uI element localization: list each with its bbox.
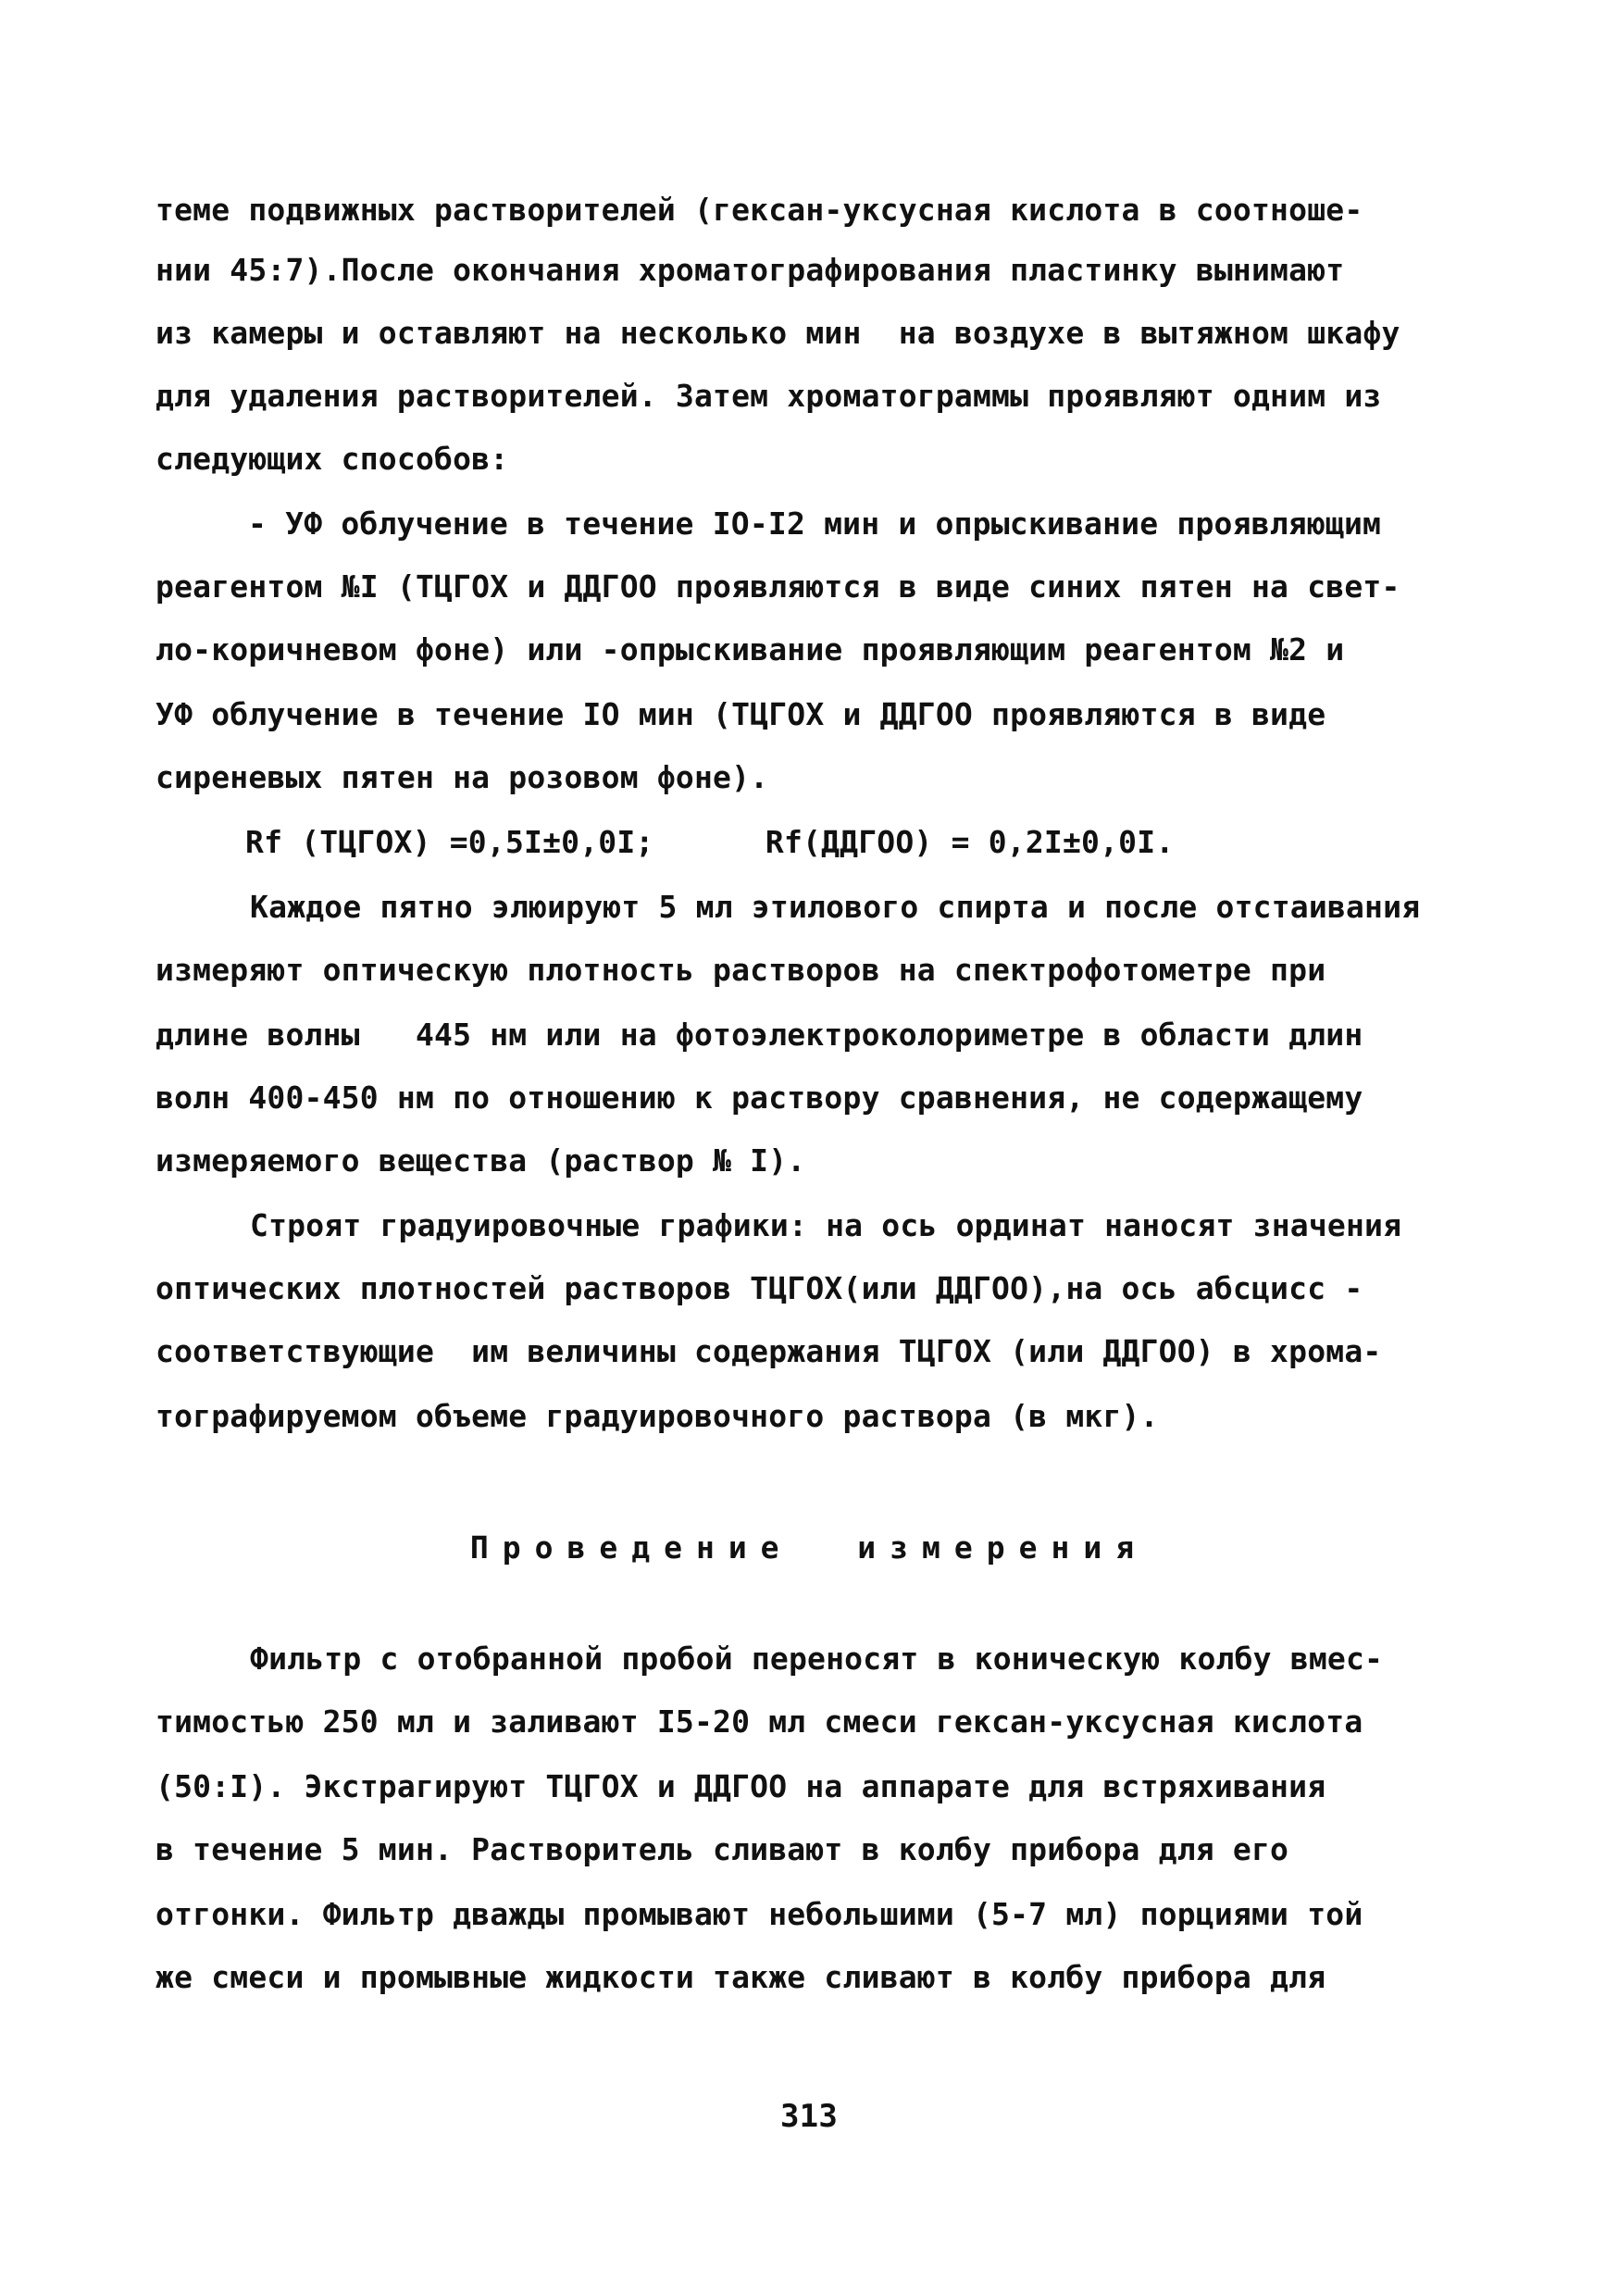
- rf-values-line: Rf (ТЦГОХ) =0,5I±0,0I; Rf(ДДГОО) = 0,2I±0,0I.: [245, 824, 1175, 860]
- paragraph1-line-2: нии 45:7).После окончания хроматографирования пластинку вынимают: [156, 252, 1345, 288]
- paragraph5-line-3: (50:I). Экстрагируют ТЦГОХ и ДДГОО на аппарате для встряхивания: [156, 1768, 1326, 1804]
- page-number: 313: [779, 2098, 838, 2135]
- paragraph5-line-2: тимостью 250 мл и заливают I5-20 мл смеси гексан-уксусная кислота: [156, 1703, 1363, 1740]
- paragraph4-line-1: Строят градуировочные графики: на ось ординат наносят значения: [250, 1207, 1402, 1243]
- paragraph2-line-2: реагентом №I (ТЦГОХ и ДДГОО проявляются в виде синих пятен на свет-: [156, 568, 1400, 605]
- paragraph5-line-6: же смеси и промывные жидкости также сливают в колбу прибора для: [156, 1959, 1326, 1995]
- paragraph1-line-4: для удаления растворителей. Затем хроматограммы проявляют одним из: [156, 378, 1382, 414]
- paragraph4-line-4: тографируемом объеме градуировочного раствора (в мкг).: [156, 1398, 1159, 1434]
- paragraph2-line-5: сиреневых пятен на розовом фоне).: [156, 759, 769, 795]
- paragraph4-line-2: оптических плотностей растворов ТЦГОХ(или ДДГОО),на ось абсцисс -: [156, 1270, 1363, 1306]
- paragraph5-line-5: отгонки. Фильтр дважды промывают небольшими (5-7 мл) порциями той: [156, 1896, 1363, 1932]
- paragraph3-line-4: волн 400-450 нм по отношению к раствору сравнения, не содержащему: [156, 1079, 1363, 1116]
- paragraph2-line-4: УФ облучение в течение IO мин (ТЦГОХ и ДДГОО проявляются в виде: [156, 696, 1326, 732]
- paragraph5-line-1: Фильтр с отобранной пробой переносят в коническую колбу вмес-: [250, 1641, 1384, 1677]
- paragraph1-line-1: теме подвижных растворителей (гексан-уксусная кислота в соотноше-: [156, 192, 1363, 228]
- paragraph1-line-3: из камеры и оставляют на несколько мин на воздухе в вытяжном шкафу: [156, 315, 1400, 351]
- paragraph2-line-3: ло-коричневом фоне) или -опрыскивание проявляющим реагентом №2 и: [156, 631, 1345, 668]
- paragraph5-line-4: в течение 5 мин. Растворитель сливают в колбу прибора для его: [156, 1831, 1289, 1867]
- section-heading: Проведение измерения: [469, 1529, 1149, 1566]
- paragraph3-line-3: длине волны 445 нм или на фотоэлектроколориметре в области длин: [156, 1017, 1363, 1053]
- paragraph2-line-1: - УФ облучение в течение IO-I2 мин и опрыскивание проявляющим: [248, 505, 1382, 542]
- paragraph1-line-5: следующих способов:: [156, 441, 509, 477]
- paragraph3-line-2: измеряют оптическую плотность растворов на спектрофотометре при: [156, 952, 1326, 988]
- paragraph3-line-1: Каждое пятно элюируют 5 мл этилового спирта и после отстаивания: [250, 889, 1421, 925]
- paragraph3-line-5: измеряемого вещества (раствор № I).: [156, 1142, 806, 1179]
- paragraph4-line-3: соответствующие им величины содержания ТЦГОХ (или ДДГОО) в хрома-: [156, 1333, 1382, 1369]
